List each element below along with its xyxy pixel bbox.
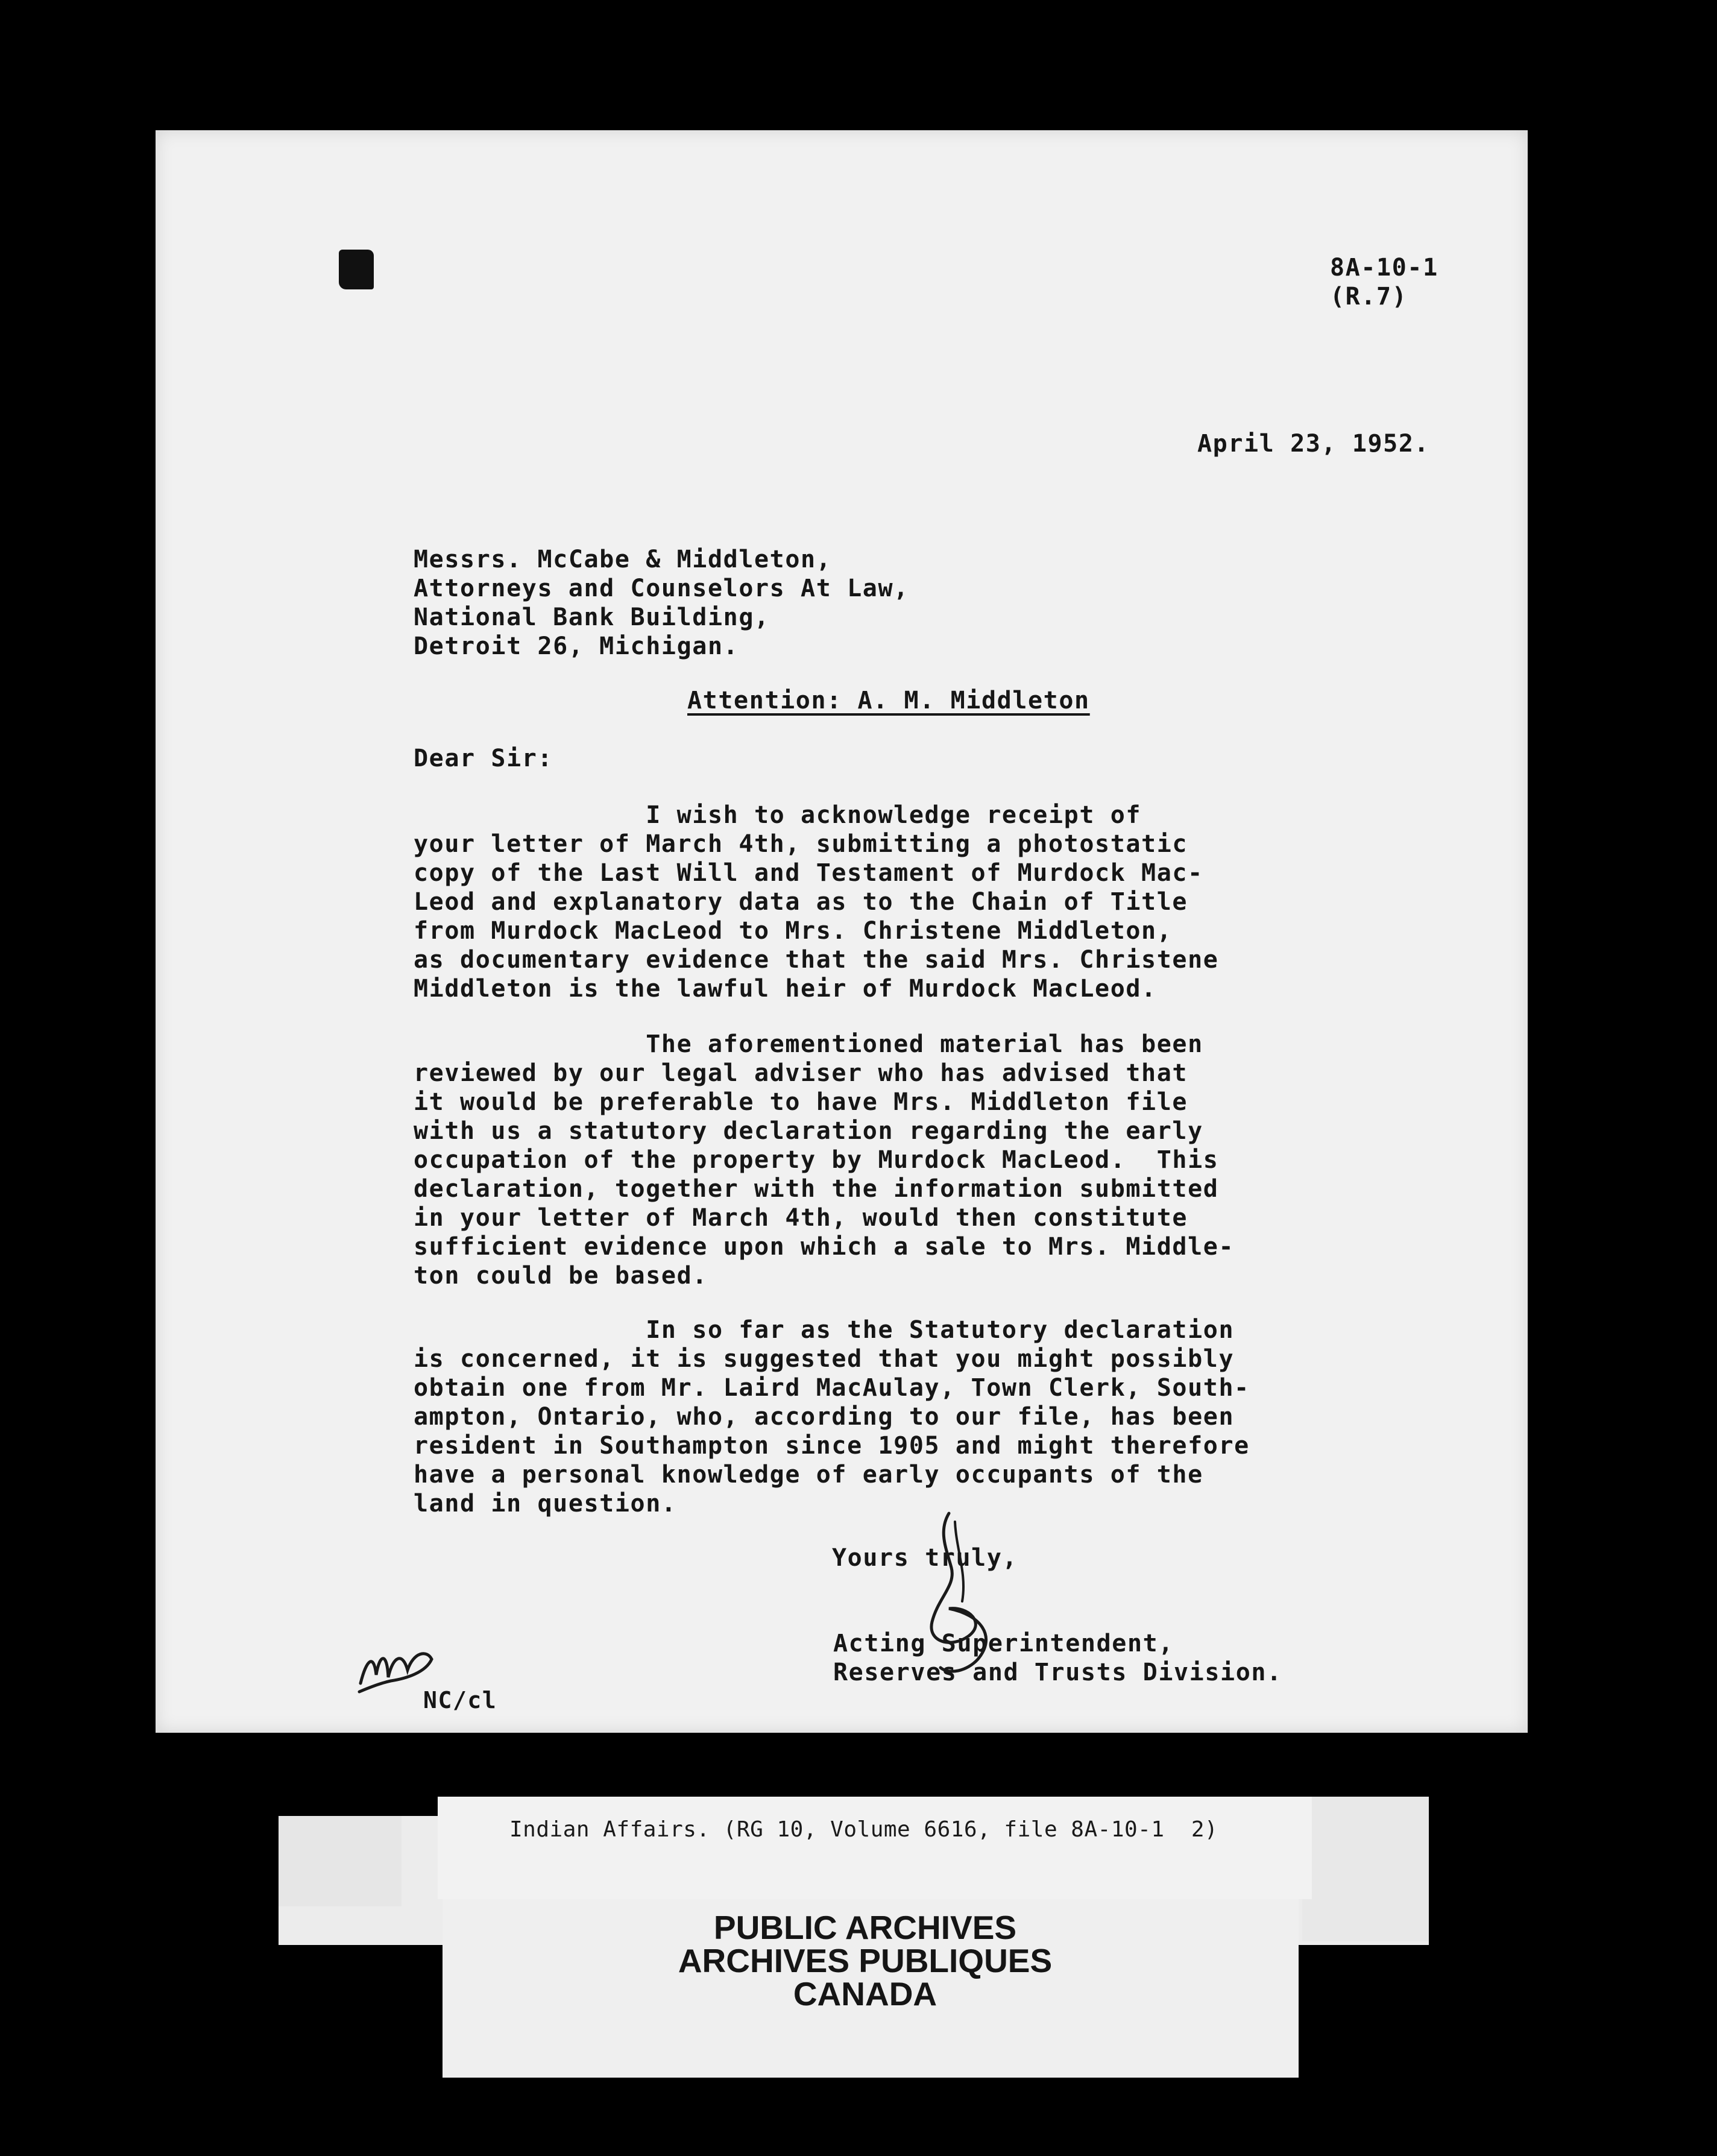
archive-reference: Indian Affairs. (RG 10, Volume 6616, file 8A-10-1 2) — [509, 1817, 1218, 1842]
signature-block: Acting Superintendent, Reserves and Trusts Division. — [833, 1630, 1282, 1686]
file-reference: 8A-10-1 (R.7) — [1330, 254, 1438, 310]
body-paragraph: The aforementioned material has been reviewed by our legal adviser who has advised that it would be preferable to have Mrs. Middleton file with us a statutory declaration regarding the early occupation of the property by Murdock MacLeod. This declaration, together with the information submitted in your letter of March 4th, would then constitute sufficient evidence upon which a sale to Mrs. Middle- ton could be based. — [414, 1030, 1235, 1290]
archive-stamp — [633, 1911, 1097, 2011]
reference-tab — [438, 1797, 1312, 1899]
archive-card-right-tab — [1302, 1797, 1429, 1941]
archive-line-country: CANADA — [793, 1975, 937, 2013]
handwritten-signature — [896, 1507, 1029, 1700]
body-paragraph: I wish to acknowledge receipt of your letter of March 4th, submitting a photostatic copy of the Last Will and Testament of Murdock Mac- Leod and explanatory data as to the Chain of Title from Murdock MacLeod to Mrs. Christene Middleton, as documentary evidence that the said Mrs. Christene Middleton is the lawful heir of Murdock MacLeod. — [414, 801, 1219, 1003]
body-paragraph: In so far as the Statutory declaration is concerned, it is suggested that you might possibly obtain one from Mr. Laird MacAulay, Town Clerk, South- ampton, Ontario, who, according to our file, has been resident in Southampton since 1905 and might therefore have a personal knowledge of early occupants of the land in question. — [414, 1316, 1250, 1518]
attention-line: Attention: A. M. Middleton — [687, 687, 1090, 714]
archive-card-left-tab — [279, 1816, 402, 1906]
recipient-address: Messrs. McCabe & Middleton, Attorneys and Counselors At Law, National Bank Building, Detroit 26, Michigan. — [414, 546, 909, 660]
closing: Yours truly, — [832, 1544, 1018, 1572]
archive-line-en: PUBLIC ARCHIVES — [713, 1909, 1017, 1946]
typist-initials: NC/cl — [423, 1687, 497, 1713]
archive-line-fr: ARCHIVES PUBLIQUES — [678, 1942, 1053, 1979]
punch-hole-mark — [339, 250, 374, 289]
handwritten-initials-mark — [356, 1641, 438, 1699]
salutation: Dear Sir: — [414, 745, 553, 772]
letter-date: April 23, 1952. — [1197, 430, 1430, 458]
